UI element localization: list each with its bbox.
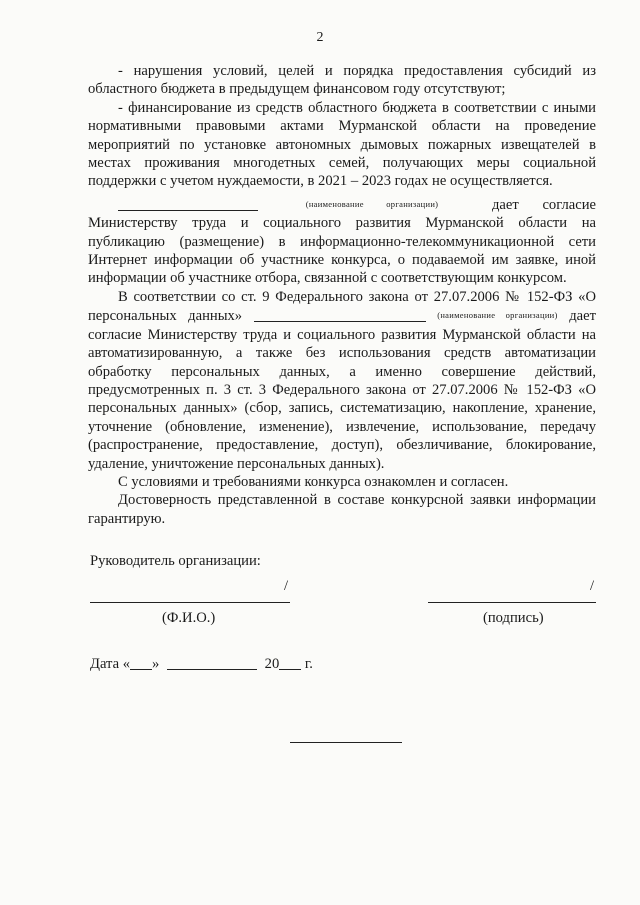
list-item: - финансирование из средств областного бюджета в соответствии с иными нормативными правовыми актами Мурманской области на проведение мероприятий по установке автономных дымовых пожарных извещателей в местах проживания многодетных семей, получающих меры социальной поддержки с учетом нуждаемости, в 2021 – 2023 годах не осуществляется. (88, 99, 596, 190)
fio-caption: (Ф.И.О.) (162, 610, 216, 626)
date-field (90, 656, 313, 673)
org-name-blank-2 (254, 309, 426, 322)
org-name-blank (118, 198, 258, 211)
consent-personal-data-text: дает согласие Министерству труда и социального развития Мурманской области на автоматизированную, а также без использования средств автоматизации обработку персональных данных, а именно совершение действий, предусмотренных п. 3 ст. 3 Федерального закона от 27.07.2006 № 152-ФЗ «О персональных данных» (сбор, запись, систематизацию, накопление, хранение, уточнение (обновление, изменение), извлечение, использование, передачу (распространение, предоставление, доступ), обезличивание, блокирование, удаление, уничтожение персональных данных). (88, 308, 596, 472)
date-label: Дата « (90, 656, 131, 672)
signature-line (428, 601, 596, 603)
fio-line (90, 601, 290, 603)
date-year: 20 (264, 656, 280, 672)
consent-personal-data (88, 288, 596, 473)
month-blank (167, 657, 257, 670)
day-blank (130, 657, 152, 670)
year-blank (279, 657, 301, 670)
signature-caption: (подпись) (483, 610, 544, 626)
slash-right: / (590, 578, 595, 594)
date-quote: » (152, 656, 160, 672)
page-number: 2 (316, 30, 324, 45)
document-body (88, 62, 596, 528)
slash-left: / (284, 578, 289, 594)
consent-publication-text: дает согласие Министерству труда и социального развития Мурманской области на публикацию (размещение) в информационно-телекоммуникационной сети Интернет информации об участнике конкурса, о подаваемой им заявке, иной информации об участнике отбора, связанной с соответствующим конкурсом. (88, 196, 596, 287)
list-item: - нарушения условий, целей и порядка предоставления субсидий из областного бюджета в предыдущем финансовом году отсутствуют; (88, 63, 596, 98)
org-name-caption: (наименование организации) (305, 198, 439, 209)
guarantee: Достоверность представленной в составе конкурсной заявки информации гарантирую. (88, 492, 596, 527)
head-label: Руководитель организации: (90, 553, 261, 569)
consent-publication (88, 195, 596, 288)
consent-personal-data-start: В соответствии со ст. 9 Федерального закона от 27.07.2006 № 152-ФЗ «О персональных данных» (88, 288, 596, 325)
end-rule (290, 741, 402, 743)
acknowledgement: С условиями и требованиями конкурса ознакомлен и согласен. (118, 473, 509, 490)
org-name-caption-2: (наименование организации) (437, 310, 558, 321)
date-end: г. (304, 656, 313, 672)
